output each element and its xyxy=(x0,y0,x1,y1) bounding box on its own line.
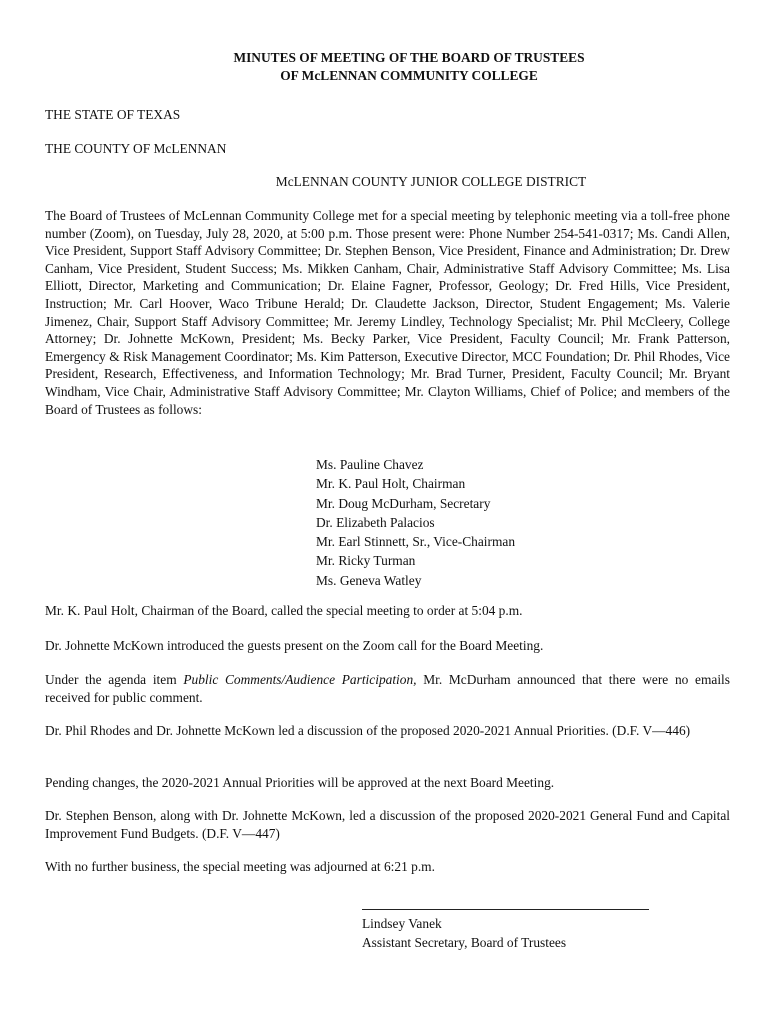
board-member: Mr. K. Paul Holt, Chairman xyxy=(316,476,466,492)
board-member: Dr. Elizabeth Palacios xyxy=(316,514,435,530)
intro-paragraph xyxy=(45,207,730,418)
signature-title: Assistant Secretary, Board of Trustees xyxy=(362,935,567,950)
priorities-paragraph xyxy=(45,722,730,740)
board-member: Mr. Doug McDurham, Secretary xyxy=(316,495,491,511)
guests-text: Dr. Johnette McKown introduced the guests present on the Zoom call for the Board Meeting. xyxy=(45,638,544,653)
agenda-item-title: Public Comments/Audience Participation, xyxy=(183,672,417,687)
adjournment-text: With no further business, the special meeting was adjourned at 6:21 p.m. xyxy=(45,859,435,874)
signature-name: Lindsey Vanek xyxy=(362,916,442,931)
state-heading: THE STATE OF TEXAS xyxy=(45,107,181,122)
budget-text: Dr. Stephen Benson, along with Dr. Johnette McKown, led a discussion of the proposed 2020-2021 General Fund and Capital Improvement Fund Budgets. (D.F. V—447) xyxy=(45,808,730,841)
call-to-order-text: Mr. K. Paul Holt, Chairman of the Board, called the special meeting to order at 5:04 p.m. xyxy=(45,603,523,618)
budget-paragraph xyxy=(45,807,730,842)
document-title xyxy=(24,49,770,85)
pending-changes-paragraph xyxy=(45,774,730,792)
board-member: Mr. Earl Stinnett, Sr., Vice-Chairman xyxy=(316,534,516,550)
adjournment-paragraph xyxy=(45,858,730,876)
public-comment-paragraph xyxy=(45,671,730,706)
pending-changes-text: Pending changes, the 2020-2021 Annual Priorities will be approved at the next Board Meeting. xyxy=(45,775,555,790)
intro-text: The Board of Trustees of McLennan Community College met for a special meeting by telephonic meeting via a toll-free phone number (Zoom), on Tuesday, July 28, 2020, at 5:00 p.m. Those present were: Phone Number 254-541-0317; Ms. Candi Allen, Vice President, Support Staff Advisory Committee; Dr. Stephen Benson, Vice President, Finance and Administration; Dr. Drew Canham, Vice President, Student Success; Ms. Mikken Canham, Chair, Administrative Staff Advisory Committee; Ms. Lisa Elliott, Director, Marketing and Communication; Dr. Elaine Fagner, Professor, Geology; Dr. Fred Hills, Vice President, Instruction; Mr. Carl Hoover, Waco Tribune Herald; Dr. Claudette Jackson, Director, Student Engagement; Ms. Valerie Jimenez, Chair, Support Staff Advisory Committee; Mr. Jeremy Lindley, Technology Specialist; Mr. Phil McCleery, College Attorney; Dr. Johnette McKown, President; Ms. Becky Parker, Vice President, Faculty Council; Mr. Frank Patterson, Emergency & Risk Management Coordinator; Ms. Kim Patterson, Executive Director, MCC Foundation; Dr. Phil Rhodes, Vice President, Research, Effectiveness, and Information Technology; Mr. Brad Turner, President, Faculty Council; Mr. Bryant Windham, Vice Chair, Administrative Staff Advisory Committee; Mr. Clayton Williams, Chief of Police; and members of the Board of Trustees as follows: xyxy=(45,208,730,417)
public-comment-text xyxy=(45,671,730,706)
call-to-order-paragraph xyxy=(45,602,730,620)
public-comment-suffix: Mr. McDurham announced that there were no emails received for public comment. xyxy=(45,672,730,705)
board-member: Ms. Geneva Watley xyxy=(316,572,422,588)
priorities-text: Dr. Phil Rhodes and Dr. Johnette McKown led a discussion of the proposed 2020-2021 Annual Priorities. (D.F. V—446) xyxy=(45,723,691,738)
board-members-list xyxy=(316,455,515,590)
title-line-1: MINUTES OF MEETING OF THE BOARD OF TRUSTEES xyxy=(233,50,585,65)
board-member: Ms. Pauline Chavez xyxy=(316,457,424,472)
district-heading: McLENNAN COUNTY JUNIOR COLLEGE DISTRICT xyxy=(275,174,587,189)
guests-paragraph xyxy=(45,637,730,655)
county-heading: THE COUNTY OF McLENNAN xyxy=(45,141,227,156)
board-member: Mr. Ricky Turman xyxy=(316,553,416,569)
title-line-2: OF McLENNAN COMMUNITY COLLEGE xyxy=(280,68,538,83)
signature-line xyxy=(362,909,649,910)
public-comment-prefix: Under the agenda item xyxy=(45,672,184,687)
